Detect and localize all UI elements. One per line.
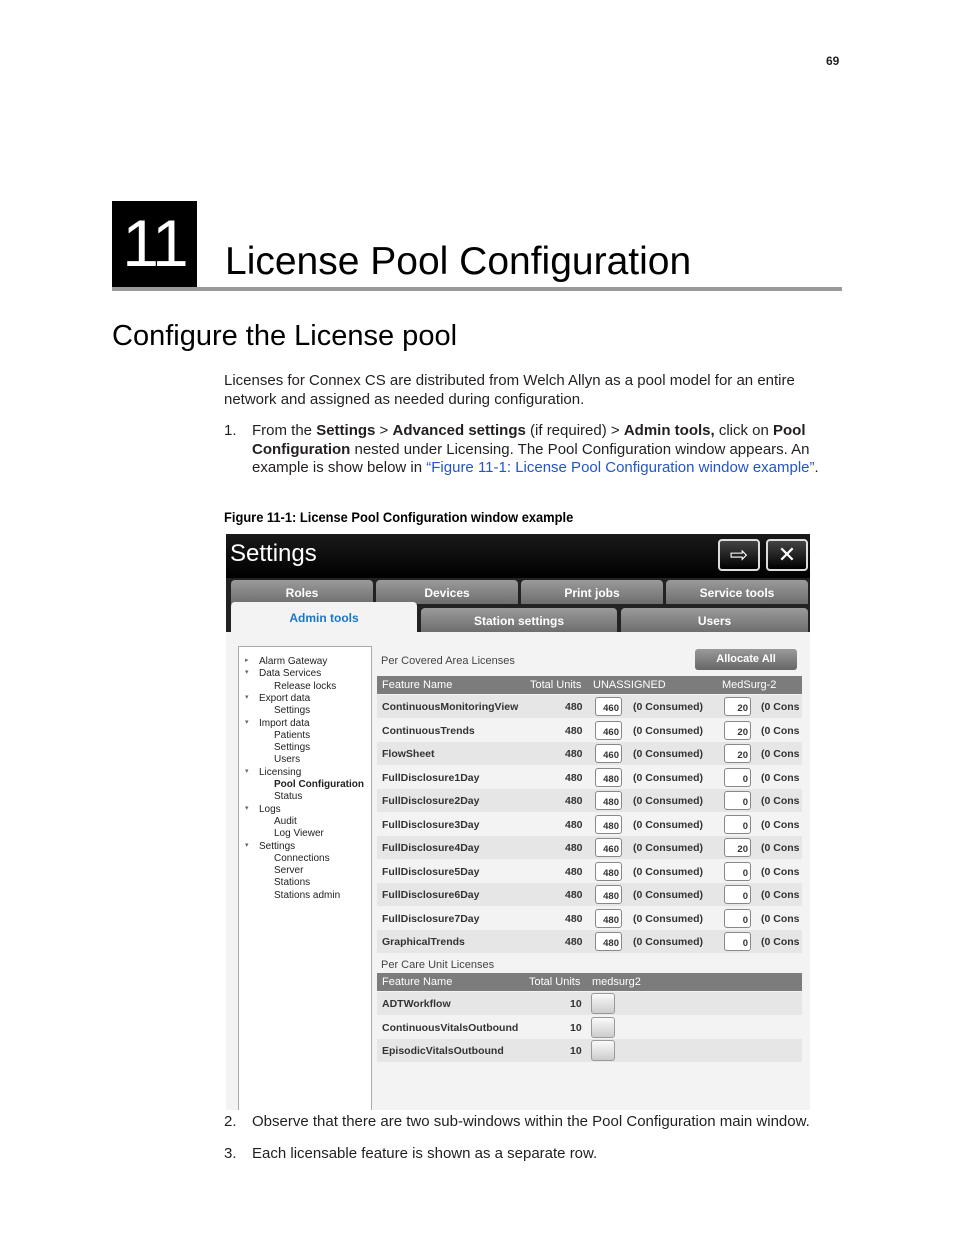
table-row — [377, 883, 802, 906]
tree-item[interactable]: Patients — [274, 729, 311, 741]
table-row — [377, 1039, 802, 1062]
feature-name: EpisodicVitalsOutbound — [382, 1045, 504, 1057]
consumed-text: (0 Consumed) — [633, 936, 704, 948]
medsurg-field[interactable]: 0 — [724, 791, 751, 810]
feature-name: FullDisclosure5Day — [382, 865, 480, 878]
unassigned-field[interactable]: 480 — [595, 909, 622, 928]
expanded-arrow-icon[interactable]: ▾ — [245, 718, 249, 726]
step-2 — [224, 1113, 852, 1132]
total-units: 480 — [565, 795, 583, 807]
total-units: 480 — [565, 771, 583, 784]
step-3 — [224, 1145, 844, 1164]
tree-item[interactable]: Stations admin — [274, 889, 341, 901]
pool-configuration-panel — [377, 642, 802, 1110]
tree-item[interactable]: Users — [274, 754, 301, 766]
feature-name: FullDisclosure4Day — [382, 842, 480, 854]
total-units: 480 — [565, 701, 583, 713]
feature-name: GraphicalTrends — [382, 936, 465, 948]
unassigned-field[interactable]: 460 — [595, 838, 622, 857]
step-text-bold: Settings — [316, 422, 376, 439]
feature-name: ContinuousVitalsOutbound — [382, 1021, 519, 1034]
consumed-text: (0 Consumed) — [633, 842, 704, 854]
chapter-number: 11 — [112, 201, 197, 287]
expanded-arrow-icon[interactable]: ▾ — [245, 693, 249, 701]
page-number: 69 — [826, 54, 840, 68]
settings-screenshot — [226, 534, 810, 1110]
total-units: 10 — [570, 1045, 582, 1057]
medsurg-field[interactable]: 20 — [724, 838, 751, 857]
col-feature-name: Feature Name — [382, 679, 453, 691]
col-unassigned: UNASSIGNED — [593, 679, 666, 691]
medsurg-field[interactable]: 0 — [724, 885, 751, 904]
consumed-text: (0 Consumed) — [633, 701, 704, 713]
consumed-text: (0 Cons — [761, 701, 800, 713]
step-text: click on — [714, 422, 774, 439]
covered-area-label: Per Covered Area Licenses — [381, 655, 515, 667]
table-row — [377, 813, 802, 836]
medsurg-field[interactable]: 20 — [724, 697, 751, 716]
medsurg-field[interactable]: 0 — [724, 862, 751, 881]
unassigned-field[interactable]: 480 — [595, 862, 622, 881]
total-units: 10 — [570, 1021, 582, 1034]
total-units: 480 — [565, 912, 583, 925]
table-row — [377, 907, 802, 930]
tree-item[interactable]: Logs — [259, 803, 281, 815]
license-checkbox[interactable] — [591, 993, 615, 1014]
tree-item[interactable]: Connections — [274, 852, 330, 864]
window-title: Settings — [230, 540, 317, 567]
step-text: (if required) > — [525, 422, 624, 439]
step-text: Observe that there are two sub-windows within the Pool Configuration main window. — [252, 1113, 810, 1130]
tab-row — [226, 578, 810, 632]
step-text: . — [814, 459, 819, 476]
table-row — [377, 860, 802, 883]
license-checkbox[interactable] — [591, 1040, 615, 1061]
medsurg-field[interactable]: 0 — [724, 932, 751, 951]
tree-item[interactable]: Stations — [274, 877, 311, 889]
consumed-text: (0 Cons — [761, 936, 800, 948]
feature-name: FullDisclosure3Day — [382, 818, 480, 831]
feature-name: FullDisclosure2Day — [382, 795, 480, 807]
total-units: 10 — [570, 998, 582, 1010]
consumed-text: (0 Cons — [761, 818, 800, 831]
intro-paragraph: Licenses for Connex CS are distributed from Welch Allyn as a pool model for an entire network and assigned as needed during configuration. — [224, 372, 795, 408]
unassigned-field[interactable]: 480 — [595, 768, 622, 787]
step-number: 2. — [224, 1113, 237, 1130]
consumed-text: (0 Consumed) — [633, 889, 704, 901]
tree-item[interactable]: Export data — [259, 692, 311, 704]
tree-item[interactable]: Status — [274, 791, 303, 803]
step-text: > — [375, 422, 393, 439]
step-1 — [224, 422, 844, 478]
step-number: 3. — [224, 1145, 237, 1162]
tab-devices[interactable]: Devices — [376, 580, 518, 604]
step-text-bold: Pool Configuration — [252, 422, 806, 458]
table-row — [377, 930, 802, 953]
unassigned-field[interactable]: 460 — [595, 721, 622, 740]
feature-name: FullDisclosure1Day — [382, 771, 480, 784]
table-row — [377, 992, 802, 1015]
tree-item[interactable]: Licensing — [259, 766, 302, 778]
title-bar — [226, 534, 810, 578]
tab-station-settings[interactable]: Station settings — [421, 608, 617, 632]
unassigned-field[interactable]: 480 — [595, 791, 622, 810]
license-checkbox[interactable] — [591, 1017, 615, 1038]
chapter-rule — [112, 287, 842, 291]
exit-icon[interactable]: ⇨ — [718, 539, 760, 571]
unassigned-field[interactable]: 460 — [595, 697, 622, 716]
feature-name: FlowSheet — [382, 748, 435, 760]
tab-print-jobs[interactable]: Print jobs — [521, 580, 663, 604]
consumed-text: (0 Cons — [761, 912, 800, 925]
table-row — [377, 836, 802, 859]
total-units: 480 — [565, 889, 583, 901]
tree-item[interactable]: Data Services — [259, 668, 322, 680]
step-text: From the — [252, 422, 317, 439]
medsurg-field[interactable]: 0 — [724, 815, 751, 834]
table-row — [377, 742, 802, 765]
consumed-text: (0 Cons — [761, 724, 800, 737]
consumed-text: (0 Consumed) — [633, 724, 704, 737]
consumed-text: (0 Cons — [761, 865, 800, 878]
total-units: 480 — [565, 842, 583, 854]
consumed-text: (0 Consumed) — [633, 912, 704, 925]
feature-name: FullDisclosure6Day — [382, 889, 480, 901]
expanded-arrow-icon[interactable]: ▾ — [245, 767, 249, 775]
consumed-text: (0 Consumed) — [633, 818, 704, 831]
tree-item[interactable]: Audit — [274, 815, 297, 827]
unassigned-field[interactable]: 480 — [595, 932, 622, 951]
step-text-bold: Admin tools, — [623, 422, 715, 439]
table-row — [377, 719, 802, 742]
consumed-text: (0 Consumed) — [633, 748, 704, 760]
total-units: 480 — [565, 936, 583, 948]
step-number: 1. — [224, 422, 237, 439]
unassigned-field[interactable]: 480 — [595, 815, 622, 834]
col-total-units: Total Units — [529, 976, 581, 988]
tab-roles[interactable]: Roles — [231, 580, 373, 604]
care-table-header — [377, 973, 802, 991]
expanded-arrow-icon[interactable]: ▾ — [245, 669, 249, 677]
feature-name: ContinuousTrends — [382, 724, 475, 737]
chapter-title: License Pool Configuration — [225, 240, 692, 283]
col-medsurg2: medsurg2 — [592, 976, 641, 988]
expanded-arrow-icon[interactable]: ▾ — [245, 804, 249, 812]
tree-item[interactable]: Log Viewer — [274, 828, 324, 840]
nav-tree — [238, 646, 372, 1110]
medsurg-field[interactable]: 20 — [724, 744, 751, 763]
consumed-text: (0 Cons — [761, 889, 800, 901]
feature-name: ADTWorkflow — [382, 998, 451, 1010]
col-feature-name: Feature Name — [382, 976, 453, 988]
medsurg-field[interactable]: 0 — [724, 768, 751, 787]
table-row — [377, 695, 802, 718]
consumed-text: (0 Consumed) — [633, 865, 704, 878]
consumed-text: (0 Cons — [761, 748, 800, 760]
total-units: 480 — [565, 724, 583, 737]
tab-users[interactable]: Users — [621, 608, 808, 632]
tree-item[interactable]: Settings — [274, 705, 311, 717]
feature-name: FullDisclosure7Day — [382, 912, 480, 925]
section-title: Configure the License pool — [112, 320, 458, 352]
expanded-arrow-icon[interactable]: ▾ — [245, 841, 249, 849]
total-units: 480 — [565, 865, 583, 878]
tree-item[interactable]: Pool Configuration — [274, 779, 364, 790]
medsurg-field[interactable]: 0 — [724, 909, 751, 928]
figure-caption: Figure 11-1: License Pool Configuration window example — [224, 509, 574, 525]
tree-item[interactable]: Import data — [259, 717, 310, 729]
medsurg-field[interactable]: 20 — [724, 721, 751, 740]
feature-name: ContinuousMonitoringView — [382, 701, 519, 713]
tree-item[interactable]: Settings — [259, 840, 296, 852]
close-icon[interactable]: ✕ — [766, 539, 808, 571]
tree-item[interactable]: Settings — [274, 742, 311, 754]
allocate-all-button[interactable]: Allocate All — [695, 649, 797, 670]
consumed-text: (0 Cons — [761, 771, 800, 784]
tab-service-tools[interactable]: Service tools — [666, 580, 808, 604]
step-text: Each licensable feature is shown as a separate row. — [252, 1145, 598, 1162]
tree-item[interactable]: Release locks — [274, 680, 337, 692]
area-table-header — [377, 676, 802, 694]
tree-item[interactable]: Alarm Gateway — [259, 656, 328, 667]
total-units: 480 — [565, 748, 583, 760]
table-row — [377, 766, 802, 789]
tree-item[interactable]: Server — [274, 865, 304, 877]
step-text-bold: Advanced settings — [392, 422, 526, 439]
unassigned-field[interactable]: 480 — [595, 885, 622, 904]
care-unit-label: Per Care Unit Licenses — [381, 959, 495, 971]
consumed-text: (0 Cons — [761, 795, 800, 807]
consumed-text: (0 Cons — [761, 842, 800, 854]
table-row — [377, 789, 802, 812]
col-medsurg: MedSurg-2 — [722, 679, 777, 691]
figure-link[interactable]: “Figure 11-1: License Pool Configuration window example” — [426, 459, 815, 476]
total-units: 480 — [565, 818, 583, 831]
table-row — [377, 1016, 802, 1039]
collapsed-arrow-icon[interactable]: ▸ — [245, 657, 249, 664]
tab-admin-tools[interactable]: Admin tools — [231, 602, 417, 632]
col-total-units: Total Units — [530, 679, 582, 691]
unassigned-field[interactable]: 460 — [595, 744, 622, 763]
consumed-text: (0 Consumed) — [633, 795, 704, 807]
step-text: nested under Licensing. The Pool Configuration window appears. An example is show below in — [252, 440, 810, 476]
consumed-text: (0 Consumed) — [633, 771, 704, 784]
